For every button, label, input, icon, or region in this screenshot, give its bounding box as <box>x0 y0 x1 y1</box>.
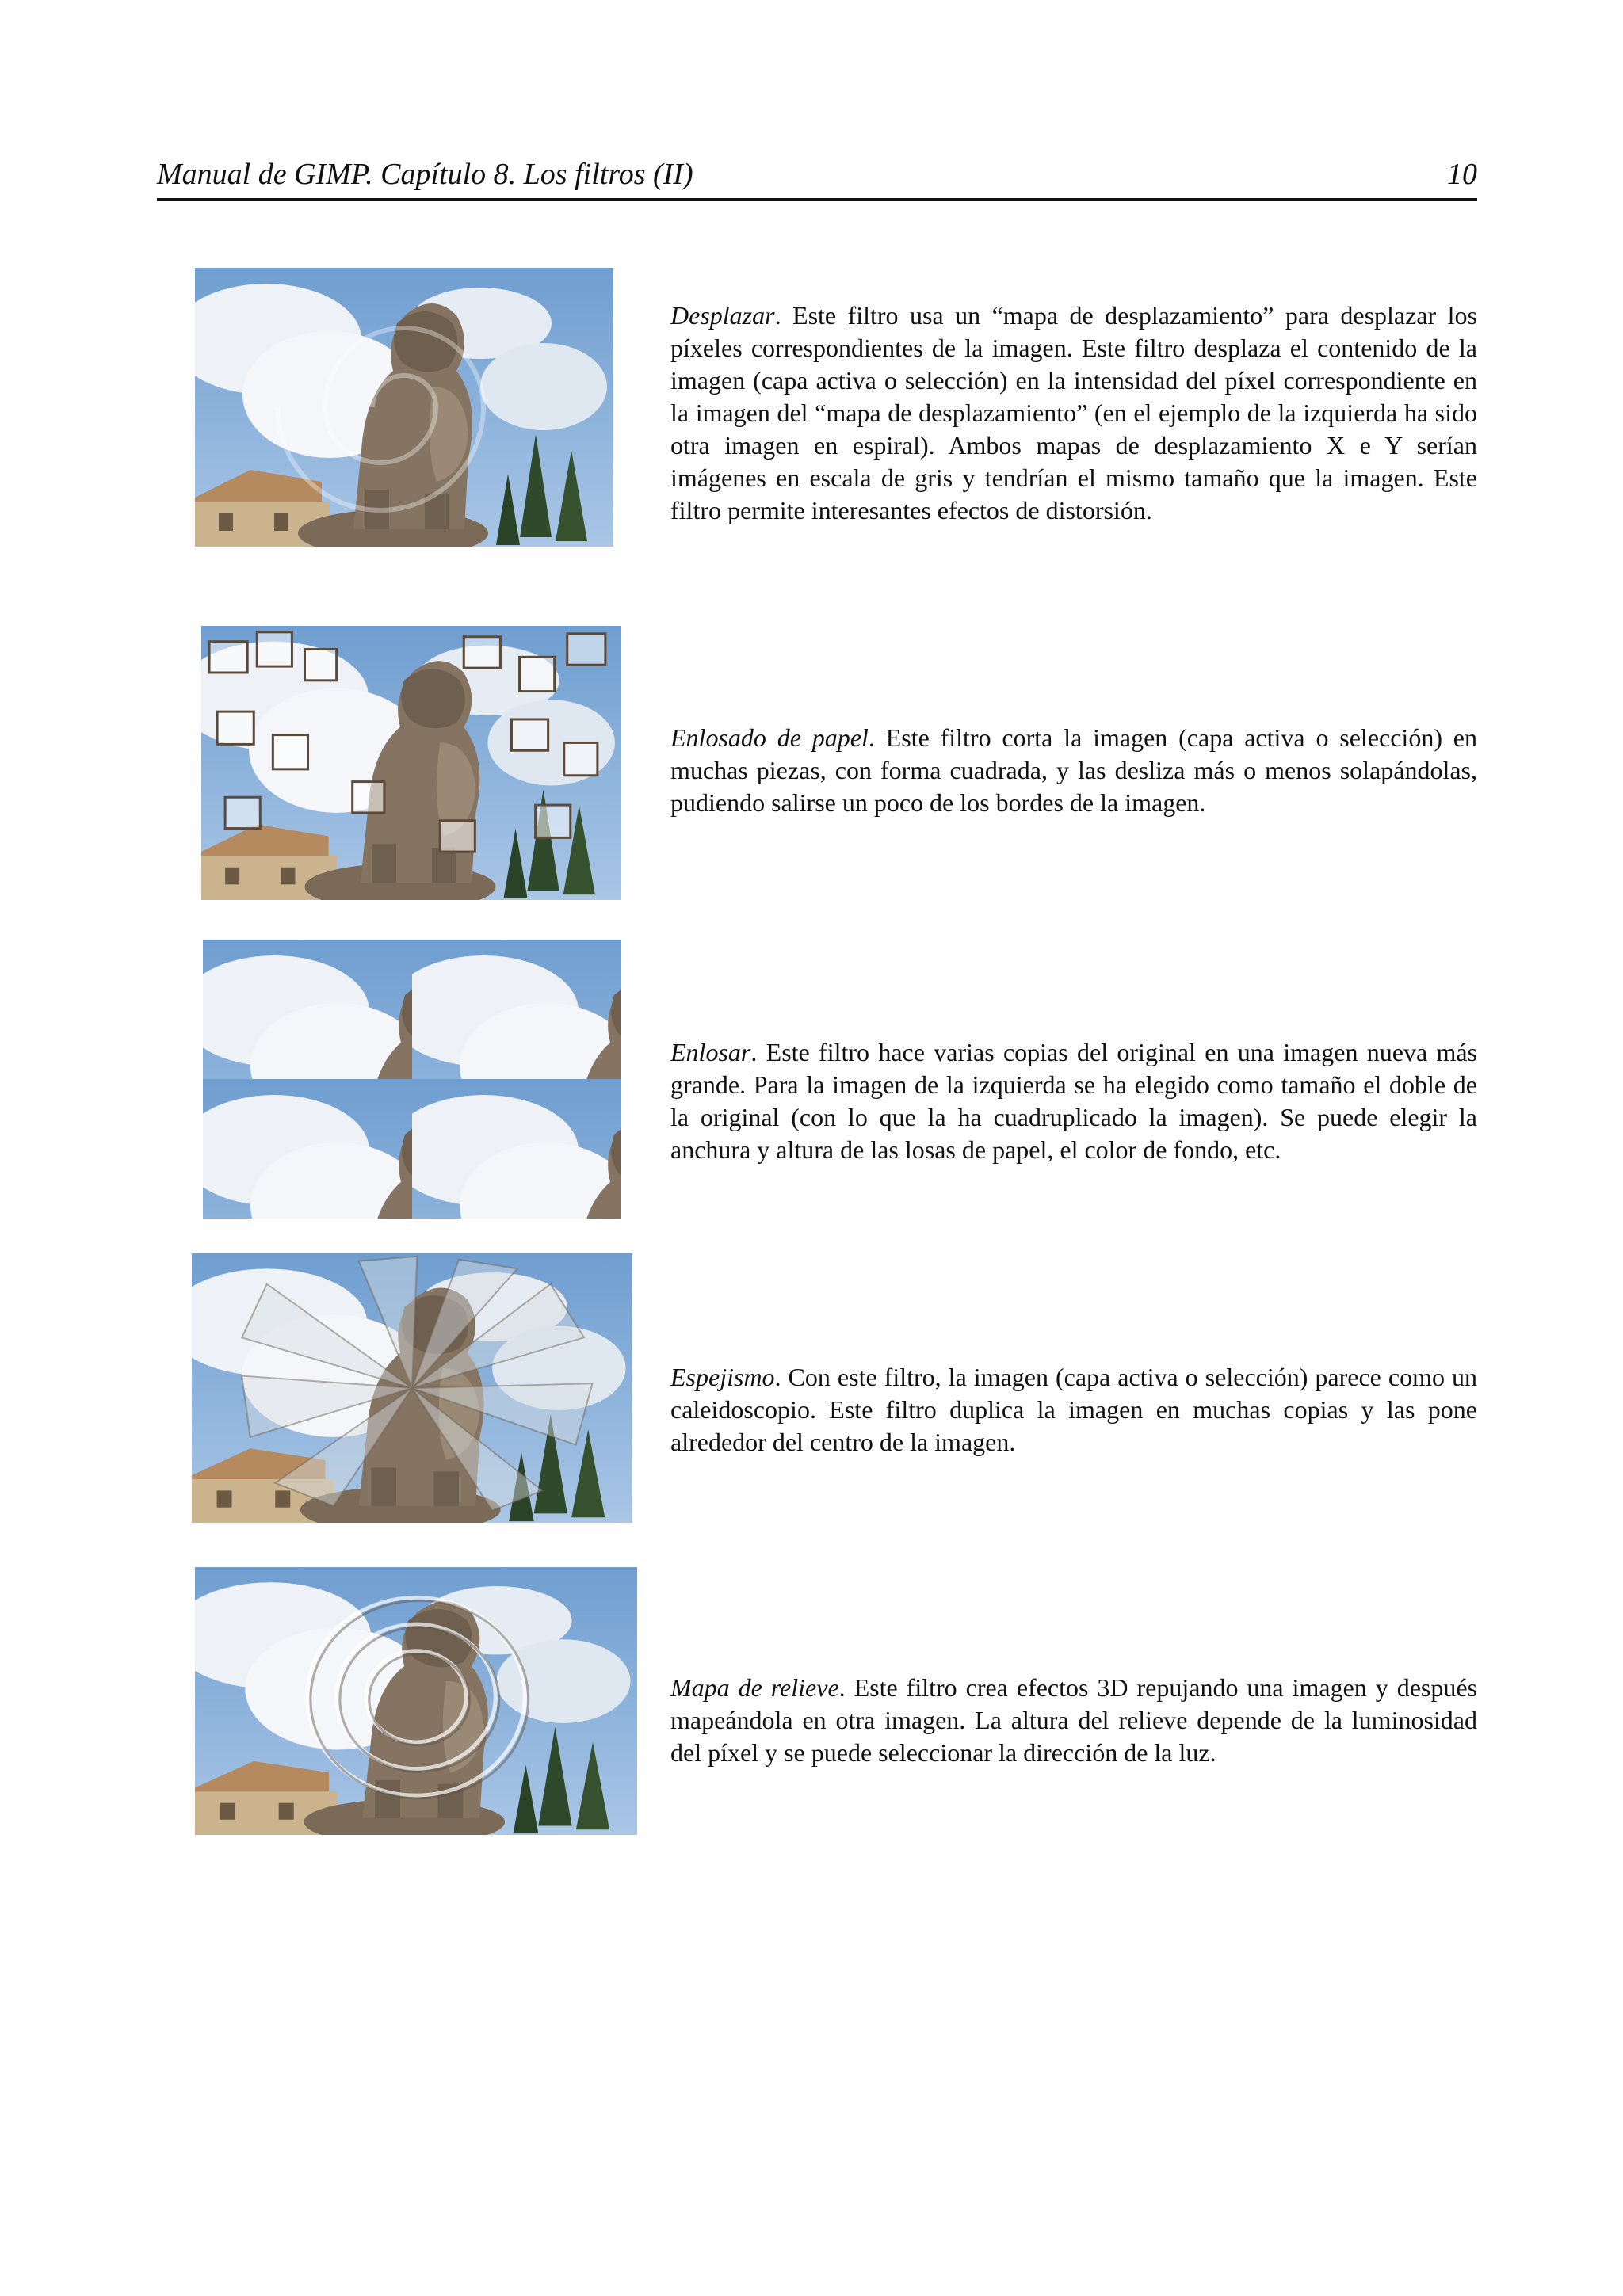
figure-espejismo <box>192 1253 632 1523</box>
text-mapa-de-relieve: . Este filtro crea efectos 3D repujando una imagen y después mapeándola en otra imagen. La altura del relieve depende de la luminosidad del píxel y se puede seleccionar la dirección de la luz. <box>670 1673 1478 1767</box>
term-mapa-de-relieve: Mapa de relieve <box>670 1673 839 1702</box>
page-header <box>157 151 1477 201</box>
text-desplazar: . Este filtro usa un “mapa de desplazamiento” para desplazar los píxeles correspondientes de la imagen. Este filtro desplaza el contenido de la imagen (capa activa o selección) en la intensidad del píxel correspondiente en la imagen del “mapa de desplazamiento” (en el ejemplo de la izquierda ha sido otra imagen en espiral). Ambos mapas de desplazamiento X e Y serían imágenes en escala de gris y tendrían el mismo tamaño que la imagen. Este filtro permite interesantes efectos de distorsión. <box>670 301 1477 524</box>
section-espejismo <box>670 1361 1477 1459</box>
section-mapa-de-relieve <box>670 1672 1477 1769</box>
section-desplazar <box>670 299 1477 527</box>
term-espejismo: Espejismo <box>670 1363 775 1391</box>
figure-mapa-de-relieve <box>195 1567 637 1835</box>
page-number: 10 <box>1447 158 1477 191</box>
figure-desplazar <box>195 268 613 547</box>
text-espejismo: . Con este filtro, la imagen (capa activa o selección) parece como un caleidoscopio. Este filtro duplica la imagen en muchas copias y las pone alrededor del centro de la imagen. <box>670 1363 1477 1456</box>
section-enlosado-de-papel <box>670 722 1477 819</box>
header-title: Manual de GIMP. Capítulo 8. Los filtros (II) <box>157 158 693 191</box>
term-desplazar: Desplazar <box>670 301 775 330</box>
term-enlosar: Enlosar <box>670 1038 751 1066</box>
section-enlosar <box>670 1036 1477 1166</box>
term-enlosado-de-papel: Enlosado de papel <box>670 723 869 752</box>
text-enlosado-de-papel: . Este filtro corta la imagen (capa activa o selección) en muchas piezas, con forma cuadrada, y las desliza más o menos solapándolas, pudiendo salirse un poco de los bordes de la imagen. <box>670 723 1477 817</box>
text-enlosar: . Este filtro hace varias copias del original en una imagen nueva más grande. Para la imagen de la izquierda se ha elegido como tamaño el doble de la original (con lo que la ha cuadruplicado la imagen). Se puede elegir la anchura y altura de las losas de papel, el color de fondo, etc. <box>670 1038 1477 1164</box>
figure-enlosado-de-papel <box>201 626 621 900</box>
figure-enlosar <box>203 940 621 1219</box>
